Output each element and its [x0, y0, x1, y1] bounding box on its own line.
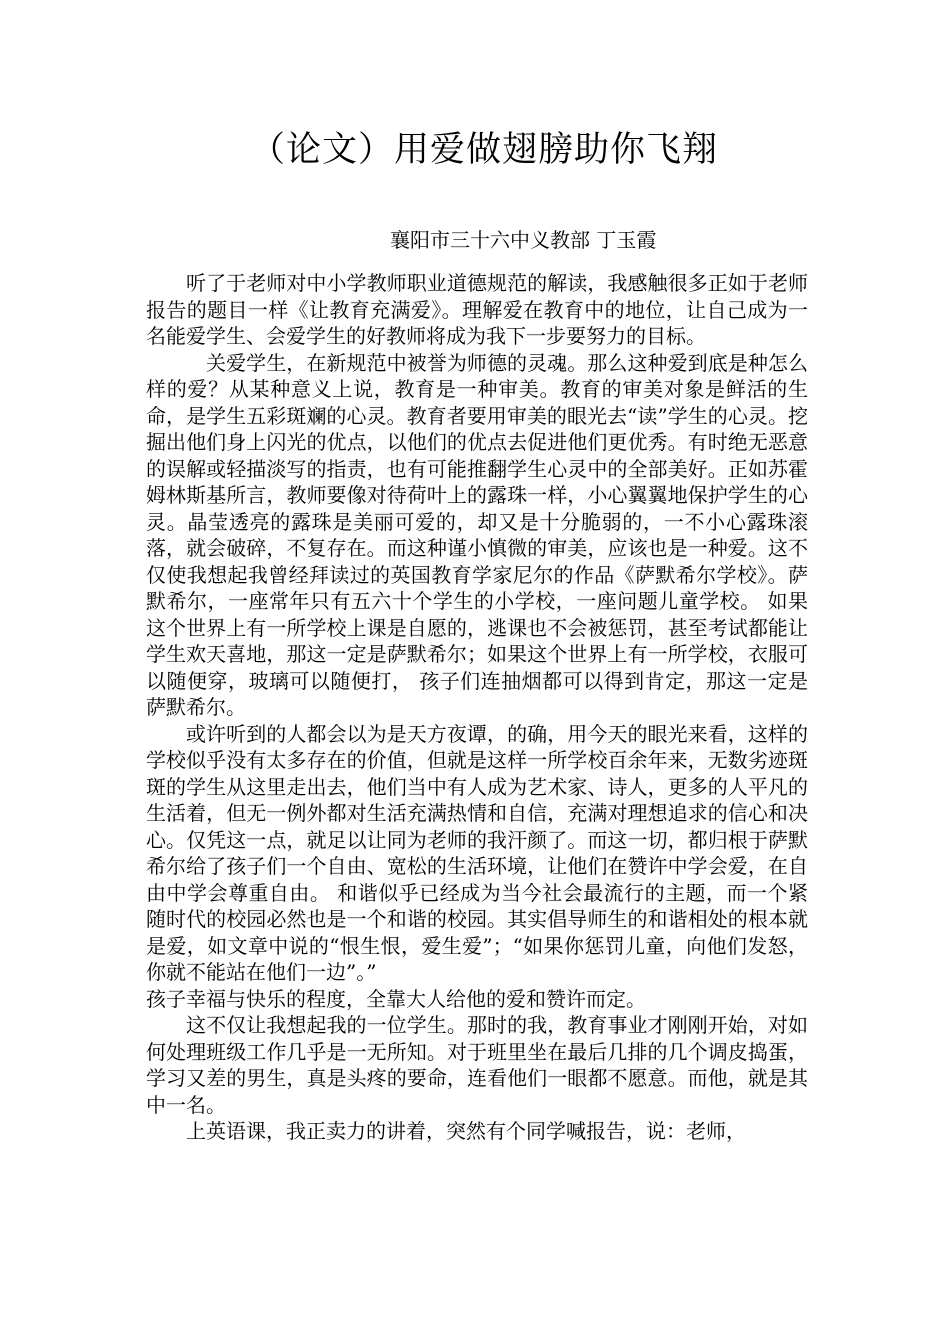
paragraph-2: 关爱学生，在新规范中被誉为师德的灵魂。那么这种爱到底是种怎么样的爱？从某种意义上说，教育是一种审美。教育的审美对象是鲜活的生命，是学生五彩斑斓的心灵。教育者要用审美的眼光去“读”学生的心灵。挖掘出他们身上闪光的优点，以他们的优点去促进他们更优秀。有时绝无恶意的误解或轻描淡写的指责，也有可能推翻学生心灵中的全部美好。正如苏霍姆林斯基所言，教师要像对待荷叶上的露珠一样，小心翼翼地保护学生的心灵。晶莹透亮的露珠是美丽可爱的，却又是十分脆弱的，一不小心露珠滚落，就会破碎，不复存在。而这种谨小慎微的审美，应该也是一种爱。这不仅使我想起我曾经拜读过的英国教育学家尼尔的作品《萨默希尔学校》。萨默希尔，一座常年只有五六十个学生的小学校，一座问题儿童学校。 如果这个世界上有一所学校上课是自愿的，逃课也不会被惩罚，甚至考试都能让学生欢天喜地，那这一定是萨默希尔；如果这个世界上有一所学校，衣服可以随便穿，玻璃可以随便打， 孩子们连抽烟都可以得到肯定，那这一定是萨默希尔。 — [146, 350, 808, 719]
paragraph-6: 上英语课，我正卖力的讲着，突然有个同学喊报告，说：老师， — [186, 1119, 746, 1143]
paragraph-4: 孩子幸福与快乐的程度，全靠大人给他的爱和赞许而定。 — [146, 986, 646, 1011]
paragraph-3: 或许听到的人都会以为是天方夜谭，的确，用今天的眼光来看，这样的学校似乎没有太多存在的价值，但就是这样一所学校百余年来，无数劣迹斑斑的学生从这里走出去，他们当中有人成为艺术家、诗人，更多的人平凡的生活着，但无一例外都对生活充满热情和自信，充满对理想追求的信心和决心。仅凭这一点，就足以让同为老师的我汗颜了。而这一切，都归根于萨默希尔给了孩子们一个自由、宽松的生活环境，让他们在赞许中学会爱，在自由中学会尊重自由。 和谐似乎已经成为当今社会最流行的主题，而一个紧随时代的校园必然也是一个和谐的校园。其实倡导师生的和谐相处的根本就是爱，如文章中说的“恨生恨，爱生爱”；“如果你惩罚儿童，向他们发怒，你就不能站在他们一边”。” — [146, 721, 808, 984]
paragraph-1: 听了于老师对中小学教师职业道德规范的解读，我感触很多正如于老师报告的题目一样《让教育充满爱》。理解爱在教育中的地位，让自己成为一名能爱学生、会爱学生的好教师将成为我下一步要努力的目标。 — [146, 271, 808, 348]
document-title: （论文）用爱做翅膀助你飞翔 — [249, 130, 718, 170]
document-body — [146, 270, 808, 1145]
paragraph-5: 这不仅让我想起我的一位学生。那时的我，教育事业才刚刚开始，对如何处理班级工作几乎是一无所知。对于班里坐在最后几排的几个调皮捣蛋，学习又差的男生，真是头疼的要命，连看他们一眼都不愿意。而他，就是其中一名。 — [146, 1013, 808, 1117]
author-line: 襄阳市三十六中义教部 丁玉霞 — [390, 228, 657, 252]
